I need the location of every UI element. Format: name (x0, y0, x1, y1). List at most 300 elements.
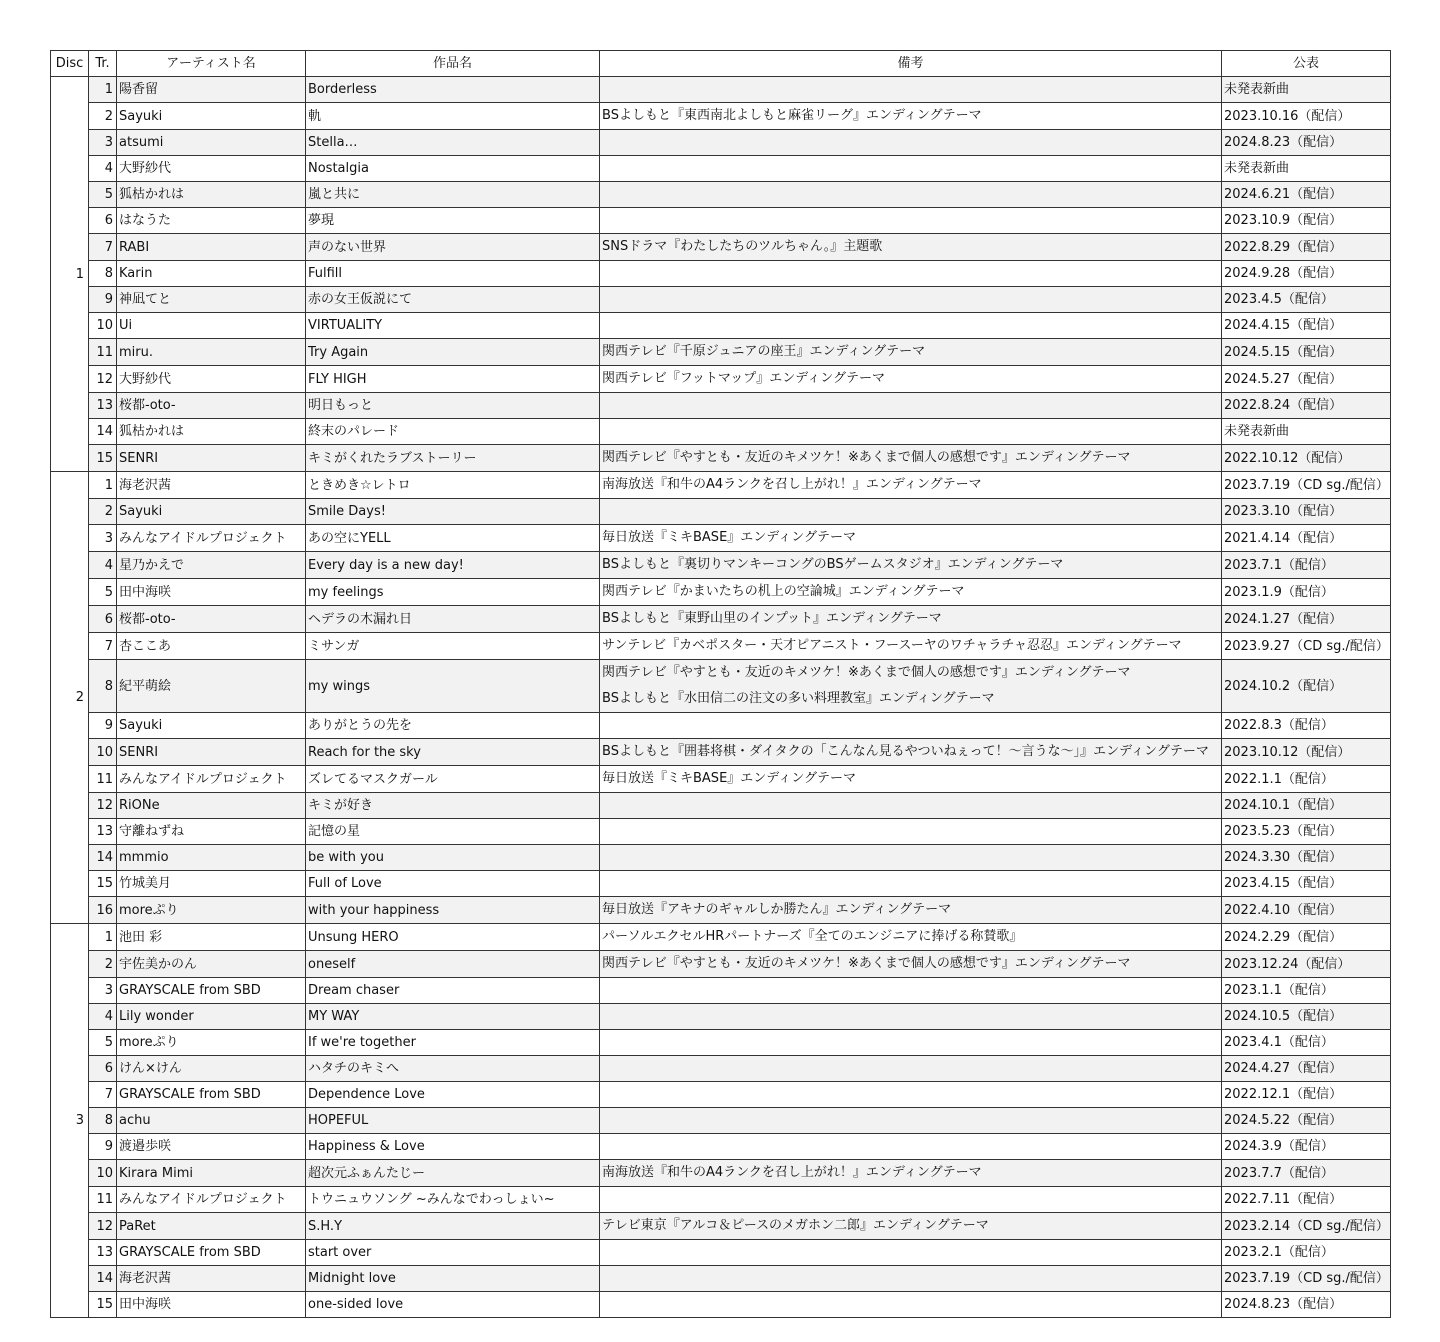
release-info: 未発表新曲 (1222, 419, 1391, 445)
note-line: 南海放送『和牛のA4ランクを召し上がれ！』エンディングテーマ (602, 1165, 982, 1180)
artist-name: Lily wonder (117, 1004, 306, 1030)
header-disc: Disc (51, 51, 89, 77)
table-row (51, 261, 1391, 287)
release-info: 2022.8.3（配信） (1222, 713, 1391, 739)
note-line: 関西テレビ『やすとも・友近のキメツケ！※あくまで個人の感想です』エンディングテーマ (602, 450, 1131, 465)
track-title: S.H.Y (306, 1213, 600, 1240)
artist-name: みんなアイドルプロジェクト (117, 766, 306, 793)
release-info: 2024.4.15（配信） (1222, 313, 1391, 339)
track-notes (600, 261, 1222, 287)
track-number: 13 (89, 393, 117, 419)
header-title: 作品名 (306, 51, 600, 77)
table-row (51, 182, 1391, 208)
table-row (51, 819, 1391, 845)
artist-name: 渡邉歩咲 (117, 1134, 306, 1160)
release-info: 2024.10.2（配信） (1222, 660, 1391, 713)
track-title: ハタチのキミへ (306, 1056, 600, 1082)
table-row (51, 313, 1391, 339)
release-info: 2022.1.1（配信） (1222, 766, 1391, 793)
artist-name: 狐枯かれは (117, 182, 306, 208)
track-notes (600, 978, 1222, 1004)
release-info: 2023.4.5（配信） (1222, 287, 1391, 313)
artist-name: GRAYSCALE from SBD (117, 978, 306, 1004)
track-title: FLY HIGH (306, 366, 600, 393)
table-row (51, 633, 1391, 660)
track-number: 8 (89, 1108, 117, 1134)
artist-name: atsumi (117, 130, 306, 156)
release-info: 2023.7.1（配信） (1222, 552, 1391, 579)
table-row (51, 951, 1391, 978)
header-artist: アーティスト名 (117, 51, 306, 77)
track-title: ヘデラの木漏れ日 (306, 606, 600, 633)
track-notes (600, 445, 1222, 472)
track-notes (600, 1082, 1222, 1108)
track-number: 13 (89, 1240, 117, 1266)
track-number: 4 (89, 156, 117, 182)
artist-name: PaRet (117, 1213, 306, 1240)
artist-name: みんなアイドルプロジェクト (117, 525, 306, 552)
note-line: BSよしもと『東西南北よしもと麻雀リーグ』エンディングテーマ (602, 108, 982, 123)
table-row (51, 472, 1391, 499)
release-info: 2023.10.9（配信） (1222, 208, 1391, 234)
note-line: 関西テレビ『フットマップ』エンディングテーマ (602, 371, 886, 386)
table-row (51, 660, 1391, 713)
table-row (51, 1292, 1391, 1318)
tracklist-table (50, 50, 1391, 1318)
track-number: 9 (89, 1134, 117, 1160)
table-row (51, 1160, 1391, 1187)
note-line: BSよしもと『東野山里のインプット』エンディングテーマ (602, 611, 942, 626)
track-title: 超次元ふぁんたじー (306, 1160, 600, 1187)
track-title: Every day is a new day! (306, 552, 600, 579)
track-number: 1 (89, 472, 117, 499)
header-notes: 備考 (600, 51, 1222, 77)
artist-name: 池田 彩 (117, 924, 306, 951)
track-number: 5 (89, 182, 117, 208)
track-notes (600, 182, 1222, 208)
track-notes (600, 419, 1222, 445)
release-info: 2023.4.15（配信） (1222, 871, 1391, 897)
table-row (51, 1004, 1391, 1030)
artist-name: はなうた (117, 208, 306, 234)
header-track: Tr. (89, 51, 117, 77)
track-notes (600, 1004, 1222, 1030)
track-notes (600, 313, 1222, 339)
table-row (51, 978, 1391, 1004)
note-line: パーソルエクセルHRパートナーズ『全てのエンジニアに捧げる称賛歌』 (602, 929, 1023, 944)
track-notes (600, 766, 1222, 793)
release-info: 2024.5.15（配信） (1222, 339, 1391, 366)
table-row (51, 713, 1391, 739)
track-title: ときめき☆レトロ (306, 472, 600, 499)
track-number: 14 (89, 1266, 117, 1292)
track-number: 7 (89, 234, 117, 261)
table-row (51, 1108, 1391, 1134)
track-title: Reach for the sky (306, 739, 600, 766)
release-info: 2022.4.10（配信） (1222, 897, 1391, 924)
release-info: 2024.10.1（配信） (1222, 793, 1391, 819)
track-number: 10 (89, 313, 117, 339)
artist-name: GRAYSCALE from SBD (117, 1082, 306, 1108)
table-row (51, 499, 1391, 525)
release-info: 2023.5.23（配信） (1222, 819, 1391, 845)
artist-name: SENRI (117, 739, 306, 766)
artist-name: mmmio (117, 845, 306, 871)
table-row (51, 103, 1391, 130)
track-title: 声のない世界 (306, 234, 600, 261)
note-line: 関西テレビ『やすとも・友近のキメツケ！※あくまで個人の感想です』エンディングテーマ (602, 956, 1131, 971)
track-notes (600, 579, 1222, 606)
artist-name: 海老沢茜 (117, 472, 306, 499)
track-number: 15 (89, 445, 117, 472)
track-number: 7 (89, 1082, 117, 1108)
track-notes (600, 339, 1222, 366)
release-info: 未発表新曲 (1222, 156, 1391, 182)
track-title: Nostalgia (306, 156, 600, 182)
artist-name: 田中海咲 (117, 579, 306, 606)
release-info: 2023.12.24（配信） (1222, 951, 1391, 978)
track-notes (600, 633, 1222, 660)
table-row (51, 419, 1391, 445)
release-info: 2023.10.16（配信） (1222, 103, 1391, 130)
release-info: 2022.8.29（配信） (1222, 234, 1391, 261)
track-title: MY WAY (306, 1004, 600, 1030)
track-notes (600, 234, 1222, 261)
track-notes (600, 1134, 1222, 1160)
artist-name: achu (117, 1108, 306, 1134)
track-number: 9 (89, 713, 117, 739)
track-notes (600, 1213, 1222, 1240)
table-row (51, 1187, 1391, 1213)
track-notes (600, 845, 1222, 871)
track-notes (600, 156, 1222, 182)
track-number: 8 (89, 261, 117, 287)
track-title: 軌 (306, 103, 600, 130)
table-row (51, 1240, 1391, 1266)
track-title: Try Again (306, 339, 600, 366)
release-info: 2021.4.14（配信） (1222, 525, 1391, 552)
track-notes (600, 1292, 1222, 1318)
release-info: 2024.10.5（配信） (1222, 1004, 1391, 1030)
track-notes (600, 525, 1222, 552)
track-number: 1 (89, 924, 117, 951)
track-notes (600, 713, 1222, 739)
note-line: BSよしもと『裏切りマンキーコングのBSゲームスタジオ』エンディングテーマ (602, 557, 1064, 572)
table-row (51, 871, 1391, 897)
track-title: one-sided love (306, 1292, 600, 1318)
track-title: Happiness & Love (306, 1134, 600, 1160)
track-number: 14 (89, 419, 117, 445)
track-number: 11 (89, 766, 117, 793)
release-info: 未発表新曲 (1222, 77, 1391, 103)
track-number: 9 (89, 287, 117, 313)
release-info: 2024.8.23（配信） (1222, 130, 1391, 156)
table-row (51, 445, 1391, 472)
table-row (51, 1082, 1391, 1108)
note-line: 関西テレビ『千原ジュニアの座王』エンディングテーマ (602, 344, 926, 359)
track-notes (600, 130, 1222, 156)
track-number: 14 (89, 845, 117, 871)
artist-name: SENRI (117, 445, 306, 472)
artist-name: moreぷり (117, 1030, 306, 1056)
release-info: 2022.8.24（配信） (1222, 393, 1391, 419)
track-number: 7 (89, 633, 117, 660)
track-title: Dependence Love (306, 1082, 600, 1108)
release-info: 2022.7.11（配信） (1222, 1187, 1391, 1213)
track-notes (600, 871, 1222, 897)
note-line: BSよしもと『囲碁将棋・ダイタクの「こんなん見るやついねぇって！～言うな～」』エンディングテーマ (602, 744, 1209, 759)
artist-name: Karin (117, 261, 306, 287)
release-info: 2024.1.27（配信） (1222, 606, 1391, 633)
track-notes (600, 393, 1222, 419)
release-info: 2023.7.19（CD sg./配信） (1222, 472, 1391, 499)
track-number: 3 (89, 525, 117, 552)
track-notes (600, 552, 1222, 579)
track-title: my wings (306, 660, 600, 713)
release-info: 2024.6.21（配信） (1222, 182, 1391, 208)
table-row (51, 1056, 1391, 1082)
release-info: 2023.1.1（配信） (1222, 978, 1391, 1004)
artist-name: 紀平萌絵 (117, 660, 306, 713)
artist-name: miru. (117, 339, 306, 366)
track-title: Stella… (306, 130, 600, 156)
track-title: start over (306, 1240, 600, 1266)
track-number: 11 (89, 339, 117, 366)
artist-name: Kirara Mimi (117, 1160, 306, 1187)
track-number: 2 (89, 103, 117, 130)
track-number: 3 (89, 978, 117, 1004)
header-row (51, 51, 1391, 77)
track-number: 2 (89, 499, 117, 525)
track-title: Dream chaser (306, 978, 600, 1004)
release-info: 2024.3.9（配信） (1222, 1134, 1391, 1160)
note-line: テレビ東京『アルコ＆ピースのメガホン二郎』エンディングテーマ (602, 1218, 989, 1233)
track-title: oneself (306, 951, 600, 978)
table-row (51, 793, 1391, 819)
track-title: Borderless (306, 77, 600, 103)
track-title: あの空にYELL (306, 525, 600, 552)
track-number: 16 (89, 897, 117, 924)
table-row (51, 766, 1391, 793)
table-row (51, 1213, 1391, 1240)
table-row (51, 552, 1391, 579)
track-notes (600, 739, 1222, 766)
release-info: 2023.7.7（配信） (1222, 1160, 1391, 1187)
table-row (51, 1266, 1391, 1292)
release-info: 2023.2.1（配信） (1222, 1240, 1391, 1266)
artist-name: 桜都-oto- (117, 606, 306, 633)
track-notes (600, 1108, 1222, 1134)
track-title: Midnight love (306, 1266, 600, 1292)
release-info: 2023.1.9（配信） (1222, 579, 1391, 606)
release-info: 2023.10.12（配信） (1222, 739, 1391, 766)
track-notes (600, 606, 1222, 633)
note-line: 南海放送『和牛のA4ランクを召し上がれ！』エンディングテーマ (602, 477, 982, 492)
note-line: 毎日放送『ミキBASE』エンディングテーマ (602, 771, 856, 786)
artist-name: 桜都-oto- (117, 393, 306, 419)
release-info: 2024.9.28（配信） (1222, 261, 1391, 287)
release-info: 2022.12.1（配信） (1222, 1082, 1391, 1108)
track-notes (600, 951, 1222, 978)
note-line: サンテレビ『カベポスター・天才ピアニスト・フースーヤのワチャラチャ忍忍』エンディングテーマ (602, 638, 1182, 653)
release-info: 2024.2.29（配信） (1222, 924, 1391, 951)
note-line: 関西テレビ『かまいたちの机上の空論城』エンディングテーマ (602, 584, 965, 599)
artist-name: けん×けん (117, 1056, 306, 1082)
table-row (51, 156, 1391, 182)
table-row (51, 393, 1391, 419)
track-title: キミがくれたラブストーリー (306, 445, 600, 472)
track-title: 赤の女王仮説にて (306, 287, 600, 313)
artist-name: 海老沢茜 (117, 1266, 306, 1292)
table-row (51, 208, 1391, 234)
disc-number: 2 (51, 472, 89, 924)
track-title: 終末のパレード (306, 419, 600, 445)
track-title: Full of Love (306, 871, 600, 897)
track-notes (600, 1030, 1222, 1056)
artist-name: 宇佐美かのん (117, 951, 306, 978)
artist-name: みんなアイドルプロジェクト (117, 1187, 306, 1213)
track-notes (600, 1160, 1222, 1187)
track-number: 10 (89, 1160, 117, 1187)
release-info: 2024.3.30（配信） (1222, 845, 1391, 871)
disc-number: 3 (51, 924, 89, 1318)
table-row (51, 234, 1391, 261)
track-number: 3 (89, 130, 117, 156)
artist-name: 狐枯かれは (117, 419, 306, 445)
track-title: If we're together (306, 1030, 600, 1056)
track-title: with your happiness (306, 897, 600, 924)
track-title: ミサンガ (306, 633, 600, 660)
track-title: Unsung HERO (306, 924, 600, 951)
track-notes (600, 924, 1222, 951)
artist-name: 陽香留 (117, 77, 306, 103)
artist-name: Sayuki (117, 713, 306, 739)
track-title: 嵐と共に (306, 182, 600, 208)
table-row (51, 130, 1391, 156)
release-info: 2023.2.14（CD sg./配信） (1222, 1213, 1391, 1240)
artist-name: 田中海咲 (117, 1292, 306, 1318)
track-number: 2 (89, 951, 117, 978)
table-row (51, 897, 1391, 924)
track-notes (600, 1187, 1222, 1213)
track-title: 夢現 (306, 208, 600, 234)
release-info: 2023.3.10（配信） (1222, 499, 1391, 525)
table-row (51, 525, 1391, 552)
track-title: VIRTUALITY (306, 313, 600, 339)
artist-name: RiONe (117, 793, 306, 819)
track-notes (600, 1266, 1222, 1292)
track-number: 6 (89, 606, 117, 633)
track-number: 4 (89, 1004, 117, 1030)
track-notes (600, 819, 1222, 845)
track-title: Smile Days! (306, 499, 600, 525)
note-line: 毎日放送『アキナのギャルしか勝たん』エンディングテーマ (602, 902, 952, 917)
track-title: 明日もっと (306, 393, 600, 419)
artist-name: moreぷり (117, 897, 306, 924)
track-title: my feelings (306, 579, 600, 606)
artist-name: 竹城美月 (117, 871, 306, 897)
track-number: 4 (89, 552, 117, 579)
track-notes (600, 208, 1222, 234)
track-notes (600, 793, 1222, 819)
artist-name: RABI (117, 234, 306, 261)
release-info: 2024.5.22（配信） (1222, 1108, 1391, 1134)
track-title: 記憶の星 (306, 819, 600, 845)
artist-name: 大野紗代 (117, 156, 306, 182)
note-line: 毎日放送『ミキBASE』エンディングテーマ (602, 530, 856, 545)
track-number: 6 (89, 1056, 117, 1082)
artist-name: Sayuki (117, 499, 306, 525)
table-row (51, 366, 1391, 393)
note-line: SNSドラマ『わたしたちのツルちゃん。』主題歌 (602, 239, 883, 254)
table-row (51, 1134, 1391, 1160)
track-number: 12 (89, 366, 117, 393)
header-release: 公表 (1222, 51, 1391, 77)
artist-name: 星乃かえで (117, 552, 306, 579)
disc-number: 1 (51, 77, 89, 472)
track-number: 8 (89, 660, 117, 713)
track-number: 5 (89, 1030, 117, 1056)
artist-name: 神凪てと (117, 287, 306, 313)
tracklist-body (51, 77, 1391, 1318)
track-number: 10 (89, 739, 117, 766)
release-info: 2024.4.27（配信） (1222, 1056, 1391, 1082)
artist-name: 守離ねずね (117, 819, 306, 845)
track-notes (600, 660, 1222, 713)
track-title: トウニュウソング ~みんなでわっしょい~ (306, 1187, 600, 1213)
track-notes (600, 1240, 1222, 1266)
track-notes (600, 366, 1222, 393)
track-notes (600, 1056, 1222, 1082)
track-number: 12 (89, 1213, 117, 1240)
track-number: 15 (89, 871, 117, 897)
artist-name: 大野紗代 (117, 366, 306, 393)
track-title: ありがとうの先を (306, 713, 600, 739)
table-row (51, 287, 1391, 313)
release-info: 2023.7.19（CD sg./配信） (1222, 1266, 1391, 1292)
release-info: 2024.5.27（配信） (1222, 366, 1391, 393)
note-line: BSよしもと『水田信二の注文の多い料理教室』エンディングテーマ (602, 691, 995, 706)
track-notes (600, 897, 1222, 924)
track-title: HOPEFUL (306, 1108, 600, 1134)
track-number: 5 (89, 579, 117, 606)
track-number: 12 (89, 793, 117, 819)
artist-name: Sayuki (117, 103, 306, 130)
table-row (51, 339, 1391, 366)
release-info: 2022.10.12（配信） (1222, 445, 1391, 472)
track-number: 11 (89, 1187, 117, 1213)
track-number: 1 (89, 77, 117, 103)
release-info: 2023.9.27（CD sg./配信） (1222, 633, 1391, 660)
track-title: キミが好き (306, 793, 600, 819)
table-row (51, 924, 1391, 951)
release-info: 2023.4.1（配信） (1222, 1030, 1391, 1056)
release-info: 2024.8.23（配信） (1222, 1292, 1391, 1318)
track-number: 13 (89, 819, 117, 845)
track-number: 15 (89, 1292, 117, 1318)
track-number: 6 (89, 208, 117, 234)
note-line: 関西テレビ『やすとも・友近のキメツケ！※あくまで個人の感想です』エンディングテーマ (602, 665, 1131, 680)
track-notes (600, 287, 1222, 313)
artist-name: GRAYSCALE from SBD (117, 1240, 306, 1266)
table-row (51, 77, 1391, 103)
table-row (51, 606, 1391, 633)
track-notes (600, 472, 1222, 499)
table-row (51, 1030, 1391, 1056)
track-notes (600, 499, 1222, 525)
table-row (51, 845, 1391, 871)
track-title: Fulfill (306, 261, 600, 287)
